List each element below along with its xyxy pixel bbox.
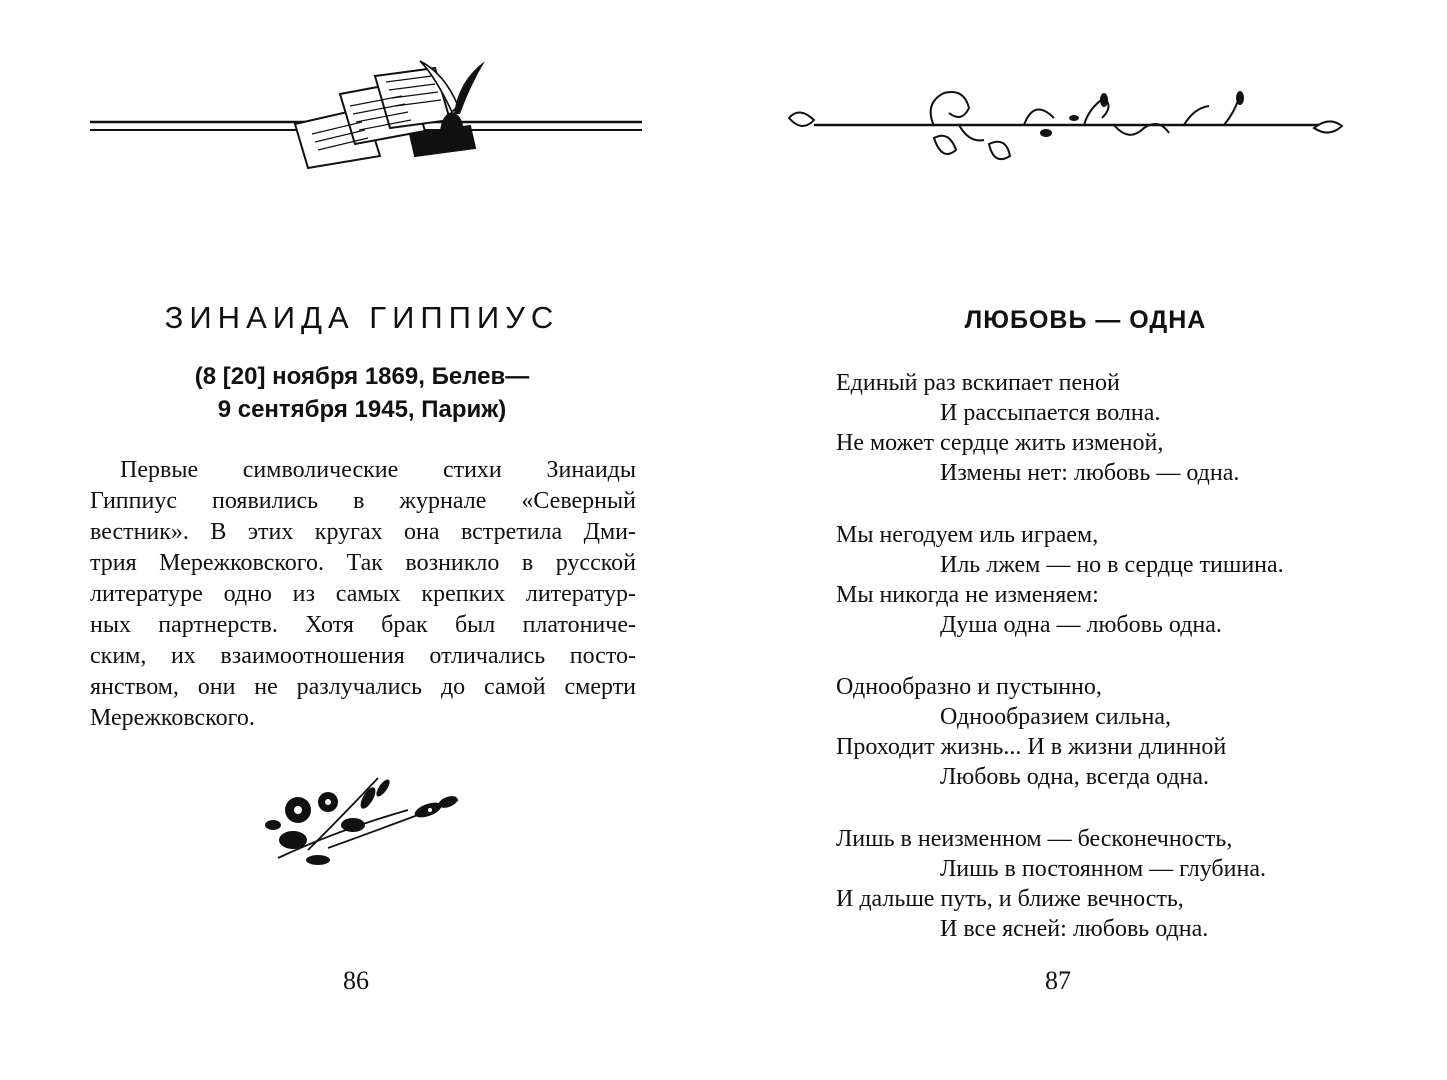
bio-line: Мережковского. [90, 705, 255, 731]
bio-line: Первые символические стихи Зинаиды [120, 457, 636, 483]
poem-verse: Однообразно и пустынно, [836, 674, 1102, 700]
poem-verse: Проходит жизнь... И в жизни длинной [836, 734, 1227, 760]
author-life-dates [0, 360, 724, 426]
poem-verse: Душа одна — любовь одна. [940, 612, 1222, 638]
poem-verse: Единый раз вскипает пеной [836, 370, 1120, 396]
poem-verse: И рассыпается волна. [940, 400, 1161, 426]
poem-verse: Не может сердце жить изменой, [836, 430, 1164, 456]
poem-stanza [836, 824, 1396, 944]
poem-verse: Иль лжем — но в сердце тишина. [940, 552, 1284, 578]
poem-stanza [836, 368, 1396, 488]
poem-stanza [836, 520, 1396, 640]
bio-line: литературе одно из самых крепких литератур- [90, 581, 636, 607]
poem-verse: Измены нет: любовь — одна. [940, 460, 1240, 486]
author-name-heading: ЗИНАИДА ГИППИУС [164, 300, 560, 335]
right-page [724, 0, 1447, 1080]
poem-verse: И дальше путь, и ближе вечность, [836, 886, 1184, 912]
dates-line-2: 9 сентября 1945, Париж) [217, 396, 507, 423]
poem-title: ЛЮБОВЬ — ОДНА [964, 306, 1207, 334]
bio-line: вестник». В этих кругах она встретила Дми- [90, 519, 636, 545]
author-biography [90, 455, 636, 734]
page-number-left: 86 [343, 966, 369, 995]
page-number-right: 87 [1045, 966, 1071, 995]
vine-ornament [784, 78, 1344, 178]
poem-stanza [836, 672, 1396, 792]
bio-line: трия Мережковского. Так возникло в русской [90, 550, 636, 576]
bio-line: Гиппиус появились в журнале «Северный [90, 488, 636, 514]
bio-line: янством, они не разлучались до самой смерти [90, 674, 636, 700]
poem-verse: Мы никогда не изменяем: [836, 582, 1099, 608]
poem-verse: Мы негодуем иль играем, [836, 522, 1099, 548]
papers-inkwell-ornament [90, 56, 642, 206]
poem-verse: Лишь в постоянном — глубина. [940, 856, 1266, 882]
dates-line-1: (8 [20] ноября 1869, Белев— [194, 363, 530, 390]
poem-verse: И все ясней: любовь одна. [940, 916, 1209, 942]
bio-line: ных партнерств. Хотя брак был платониче- [90, 612, 636, 638]
bio-line: ским, их взаимоотношения отличались посто- [90, 643, 636, 669]
poem-verse: Лишь в неизменном — бесконечность, [836, 826, 1233, 852]
poem-verse: Любовь одна, всегда одна. [940, 764, 1210, 790]
poem-verse: Однообразием сильна, [940, 704, 1172, 730]
flower-ornament [258, 770, 468, 870]
